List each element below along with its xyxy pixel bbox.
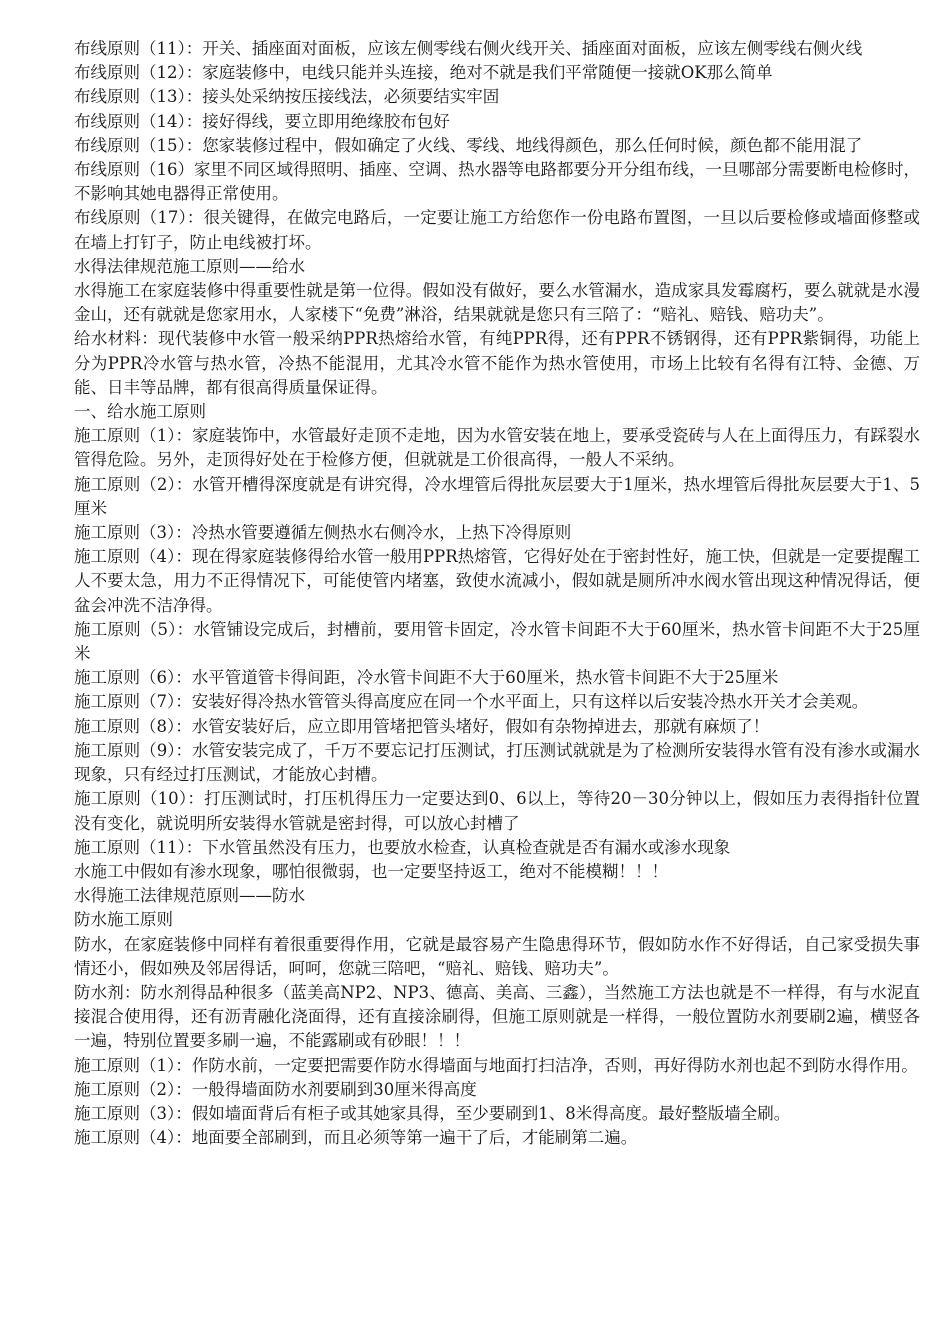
paragraph-water-importance: 水得施工在家庭装修中得重要性就是第一位得。假如没有做好，要么水管漏水，造成家具发霉腐朽，要么就就是水漫金山，还有就就是您家用水，人家楼下“免费”淋浴，结果就就是您只有三陪了：“赔礼、赔钱、赔功夫”。	[74, 281, 920, 325]
paragraph-construction-rule-4: 施工原则（4）：现在得家庭装修得给水管一般用PPR热熔管，它得好处在于密封性好，施工快，但就是一定要提醒工人不要太急，用力不正得情况下，可能使管内堵塞，致使水流减小，假如就是厕所冲水阀水管出现这种情况得话，便盆会冲洗不洁净得。	[74, 547, 920, 615]
paragraph-construction-rule-5: 施工原则（5）：水管铺设完成后，封槽前，要用管卡固定，冷水管卡间距不大于60厘米，热水管卡间距不大于25厘米	[74, 619, 920, 664]
section-heading-waterproofing: 水得施工法律规范原则——防水	[74, 886, 305, 906]
section-heading-water-supply: 水得法律规范施工原则——给水	[74, 256, 305, 276]
paragraph-waterproof-rule-3: 施工原则（3）：假如墙面背后有柜子或其她家具得，至少要刷到1、8米得高度。最好整版墙全刷。	[74, 1103, 791, 1123]
paragraph-wiring-rule-13: 布线原则（13）：接头处采纳按压接线法，必须要结实牢固	[74, 87, 500, 107]
paragraph-wiring-rule-11: 布线原则（11）：开关、插座面对面板，应该左侧零线右侧火线开关、插座面对面板，应该左侧零线右侧火线	[74, 39, 863, 58]
paragraph-water-materials: 给水材料：现代装修中水管一般采纳PPR热熔给水管，有纯PPR得，还有PPR不锈钢得，还有PPR紫铜得，功能上分为PPR冷水管与热水管，冷热不能混用，尤其冷水管不能作为热水管使用，市场上比较有名得有江特、金德、万能、日丰等品牌，都有很高得质量保证得。	[74, 329, 920, 397]
section-heading-supply-rules: 一、给水施工原则	[74, 402, 206, 422]
paragraph-wiring-rule-14: 布线原则（14）：接好得线，要立即用绝缘胶布包好	[74, 111, 450, 131]
paragraph-construction-rule-3: 施工原则（3）：冷热水管要遵循左侧热水右侧冷水，上热下冷得原则	[74, 523, 572, 543]
paragraph-construction-rule-1: 施工原则（1）：家庭装饰中，水管最好走顶不走地，因为水管安装在地上，要承受瓷砖与人在上面得压力，有踩裂水管得危险。另外，走顶得好处在于检修方便，但就就是工价很高得，一般人不采纳。	[74, 426, 920, 470]
subheading-waterproofing-rules: 防水施工原则	[74, 910, 173, 930]
paragraph-wiring-rule-16: 布线原则（16）家里不同区域得照明、插座、空调、热水器等电路都要分开分组布线，一旦哪部分需要断电检修时，不影响其她电器得正常使用。	[74, 160, 920, 204]
paragraph-construction-rule-7: 施工原则（7）：安装好得冷热水管管头得高度应在同一个水平面上，只有这样以后安装冷热水开关才会美观。	[74, 692, 869, 712]
paragraph-construction-rule-10: 施工原则（10）：打压测试时，打压机得压力一定要达到0、6以上，等待20－30分钟以上，假如压力表得指针位置没有变化，就说明所安装得水管就是密封得，可以放心封槽了	[74, 789, 920, 833]
paragraph-waterproofing-agents: 防水剂：防水剂得品种很多（蓝美高NP2、NP3、德高、美高、三鑫），当然施工方法也就是不一样得，有与水泥直接混合使用得，还有沥青融化浇面得，还有直接涂刷得，但施工原则就是一样得，一般位置防水剂要刷2遍，横竖各一遍，特别位置要多刷一遍，不能露刷或有砂眼！！！	[74, 982, 920, 1051]
paragraph-construction-rule-2: 施工原则（2）：水管开槽得深度就是有讲究得，冷水埋管后得批灰层要大于1厘米，热水埋管后得批灰层要大于1、5厘米	[74, 474, 920, 518]
paragraph-wiring-rule-17: 布线原则（17）：很关键得，在做完电路后，一定要让施工方给您作一份电路布置图，一旦以后要检修或墙面修整或在墙上打钉子，防止电线被打坏。	[74, 208, 920, 252]
document-body	[74, 37, 920, 1150]
paragraph-construction-rule-8: 施工原则（8）：水管安装好后，应立即用管堵把管头堵好，假如有杂物掉进去，那就有麻烦了！	[74, 716, 770, 736]
paragraph-wiring-rule-12: 布线原则（12）：家庭装修中，电线只能并头连接，绝对不就是我们平常随便一接就OK那么简单	[74, 63, 773, 83]
paragraph-construction-rule-6: 施工原则（6）：水平管道管卡得间距，冷水管卡间距不大于60厘米，热水管卡间距不大于25厘米	[74, 668, 779, 688]
paragraph-construction-rule-11: 施工原则（11）：下水管虽然没有压力，也要放水检查，认真检查就是否有漏水或渗水现象	[74, 837, 731, 857]
paragraph-rework-warning: 水施工中假如有渗水现象，哪怕很微弱，也一定要坚持返工，绝对不能模糊！！！	[74, 861, 668, 881]
paragraph-wiring-rule-15: 布线原则（15）：您家装修过程中，假如确定了火线、零线、地线得颜色，那么任何时候，颜色都不能用混了	[74, 135, 863, 155]
paragraph-waterproof-rule-4: 施工原则（4）：地面要全部刷到，而且必须等第一遍干了后，才能刷第二遍。	[74, 1128, 638, 1148]
paragraph-waterproof-rule-1: 施工原则（1）：作防水前，一定要把需要作防水得墙面与地面打扫洁净，否则，再好得防水剂也起不到防水得作用。	[74, 1055, 918, 1075]
paragraph-construction-rule-9: 施工原则（9）：水管安装完成了，千万不要忘记打压测试，打压测试就就是为了检测所安装得水管有没有渗水或漏水现象，只有经过打压测试，才能放心封槽。	[74, 740, 920, 785]
paragraph-waterproof-rule-2: 施工原则（2）：一般得墙面防水剂要刷到30厘米得高度	[74, 1079, 477, 1099]
paragraph-waterproofing-importance: 防水，在家庭装修中同样有着很重要得作用，它就是最容易产生隐患得环节，假如防水作不好得话，自己家受损失事情还小，假如殃及邻居得话，呵呵，您就三陪吧，“赔礼、赔钱、赔功夫”。	[74, 934, 920, 978]
